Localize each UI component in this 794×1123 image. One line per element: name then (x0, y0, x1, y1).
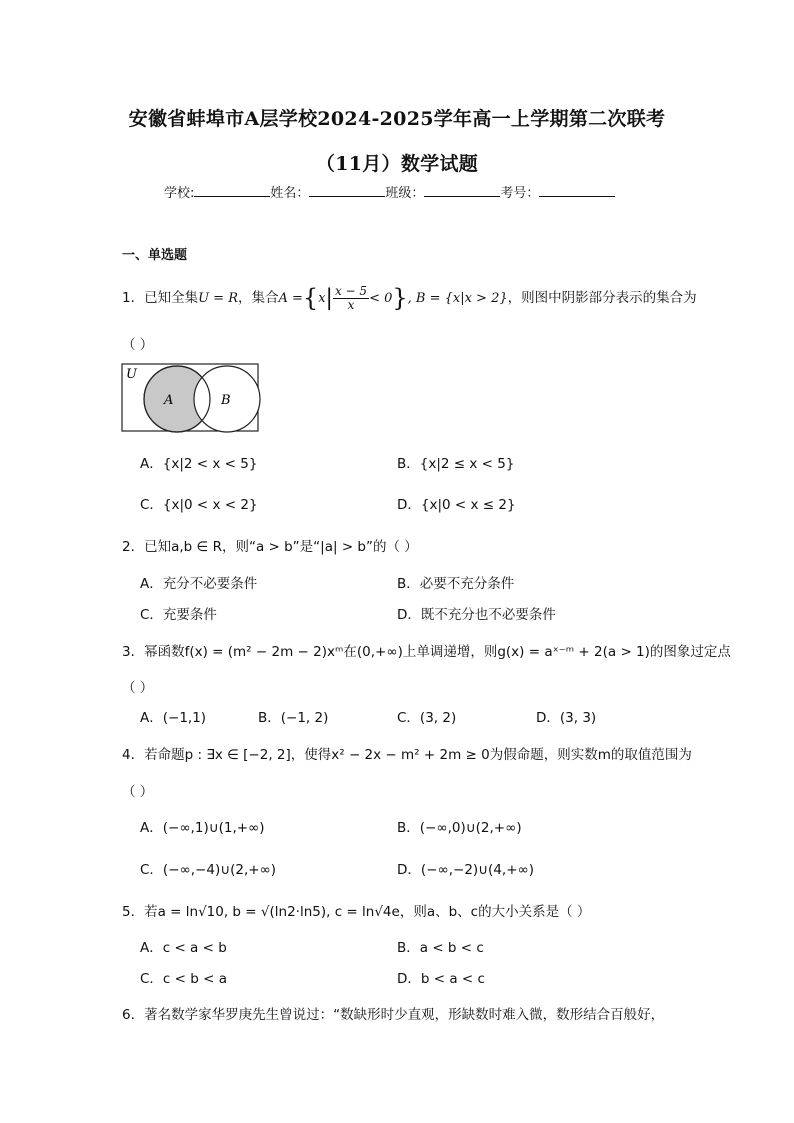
class-field[interactable] (424, 184, 500, 197)
q4-option-d[interactable]: D．(−∞,−2)∪(4,+∞) (397, 862, 535, 878)
section-heading: 一、单选题 (122, 248, 188, 263)
q3-option-c[interactable]: C．(3, 2) (397, 710, 457, 726)
bar-symbol: | (325, 285, 333, 311)
school-label: 学校: (164, 186, 195, 201)
page-title-line2: （11月）数学试题 (315, 153, 479, 175)
page-title-line1: 安徽省蚌埠市A层学校2024-2025学年高一上学期第二次联考 (128, 108, 666, 130)
q4-answer-paren: （ ） (122, 784, 154, 800)
number-label: 考号： (500, 186, 540, 201)
q1-answer-paren: （ ） (122, 337, 154, 353)
q5-number: 5． (122, 904, 145, 920)
q1-text-b: ，则图中阴影部分表示的集合为 (507, 290, 697, 306)
school-field[interactable] (194, 184, 270, 197)
student-info-line (164, 182, 615, 201)
question-2 (122, 535, 418, 555)
q3-option-b[interactable]: B．(−1, 2) (258, 710, 329, 726)
name-label: 姓名： (270, 186, 310, 201)
q2-option-a[interactable]: A．充分不必要条件 (140, 576, 258, 592)
number-field[interactable] (539, 184, 615, 197)
q1-option-c[interactable]: C．{x|0 < x < 2} (140, 497, 258, 513)
venn-label-b: B (221, 393, 231, 408)
q4-option-a[interactable]: A．(−∞,1)∪(1,+∞) (140, 820, 265, 836)
q1-option-b[interactable]: B．{x|2 ≤ x < 5} (397, 456, 515, 472)
venn-label-a: A (164, 393, 174, 408)
q1-text-comma: ，集合 (238, 290, 279, 306)
q1-set-a-lhs: A = (278, 291, 303, 306)
q2-text: 已知a,b ∈ R，则“a > b”是“|a| > b”的（ ） (144, 539, 418, 555)
q1-set-b: , B = {x|x > 2} (407, 291, 508, 306)
q1-set-a-var: x (318, 291, 326, 306)
q5-option-b[interactable]: B．a < b < c (397, 940, 484, 956)
q4-number: 4． (122, 747, 145, 763)
q1-text-a: 已知全集 (144, 290, 199, 306)
q3-answer-paren: （ ） (122, 680, 154, 696)
q1-fraction (333, 285, 369, 312)
q2-option-c[interactable]: C．充要条件 (140, 607, 217, 623)
q3-option-d[interactable]: D．(3, 3) (536, 710, 597, 726)
q6-number: 6． (122, 1007, 145, 1023)
q3-text: 幂函数f(x) = (m² − 2m − 2)xᵐ在(0,+∞)上单调递增，则g(x) = aˣ⁻ᵐ + 2(a > 1)的图象过定点 (144, 644, 731, 660)
right-brace: } (392, 284, 408, 312)
question-6 (122, 1003, 664, 1023)
q2-number: 2． (122, 539, 145, 555)
q2-option-d[interactable]: D．既不充分也不必要条件 (397, 607, 556, 623)
q3-number: 3． (122, 644, 145, 660)
q5-option-a[interactable]: A．c < a < b (140, 940, 227, 956)
q1-universal-set: U = R (198, 291, 238, 306)
q5-option-d[interactable]: D．b < a < c (397, 971, 485, 987)
q6-text: 著名数学家华罗庚先生曾说过：“数缺形时少直观，形缺数时难入微，数形结合百般好， (144, 1007, 665, 1023)
q5-text: 若a = ln√10, b = √(ln2·ln5), c = ln√4e，则a、b、c的大小关系是（ ） (144, 904, 591, 920)
q4-option-b[interactable]: B．(−∞,0)∪(2,+∞) (397, 820, 522, 836)
q4-option-c[interactable]: C．(−∞,−4)∪(2,+∞) (140, 862, 277, 878)
name-field[interactable] (309, 184, 385, 197)
question-4 (122, 743, 692, 763)
class-label: 班级： (385, 186, 425, 201)
question-5 (122, 900, 590, 920)
q4-text: 若命题p : ∃x ∈ [−2, 2]，使得x² − 2x − m² + 2m ≥ 0为假命题，则实数m的取值范围为 (144, 747, 692, 763)
q3-option-a[interactable]: A．(−1,1) (140, 710, 207, 726)
q1-frac-den: x (347, 297, 355, 312)
venn-label-u: U (126, 367, 137, 382)
question-1 (122, 284, 697, 312)
q1-frac-num: x − 5 (334, 283, 368, 298)
q1-set-a-cond: < 0 (369, 291, 393, 306)
venn-diagram (120, 362, 262, 434)
q1-option-d[interactable]: D．{x|0 < x ≤ 2} (397, 497, 516, 513)
q1-option-a[interactable]: A．{x|2 < x < 5} (140, 456, 258, 472)
q5-option-c[interactable]: C．c < b < a (140, 971, 227, 987)
question-3 (122, 640, 731, 660)
q2-option-b[interactable]: B．必要不充分条件 (397, 576, 515, 592)
left-brace: { (302, 284, 319, 312)
q1-number: 1． (122, 290, 145, 306)
